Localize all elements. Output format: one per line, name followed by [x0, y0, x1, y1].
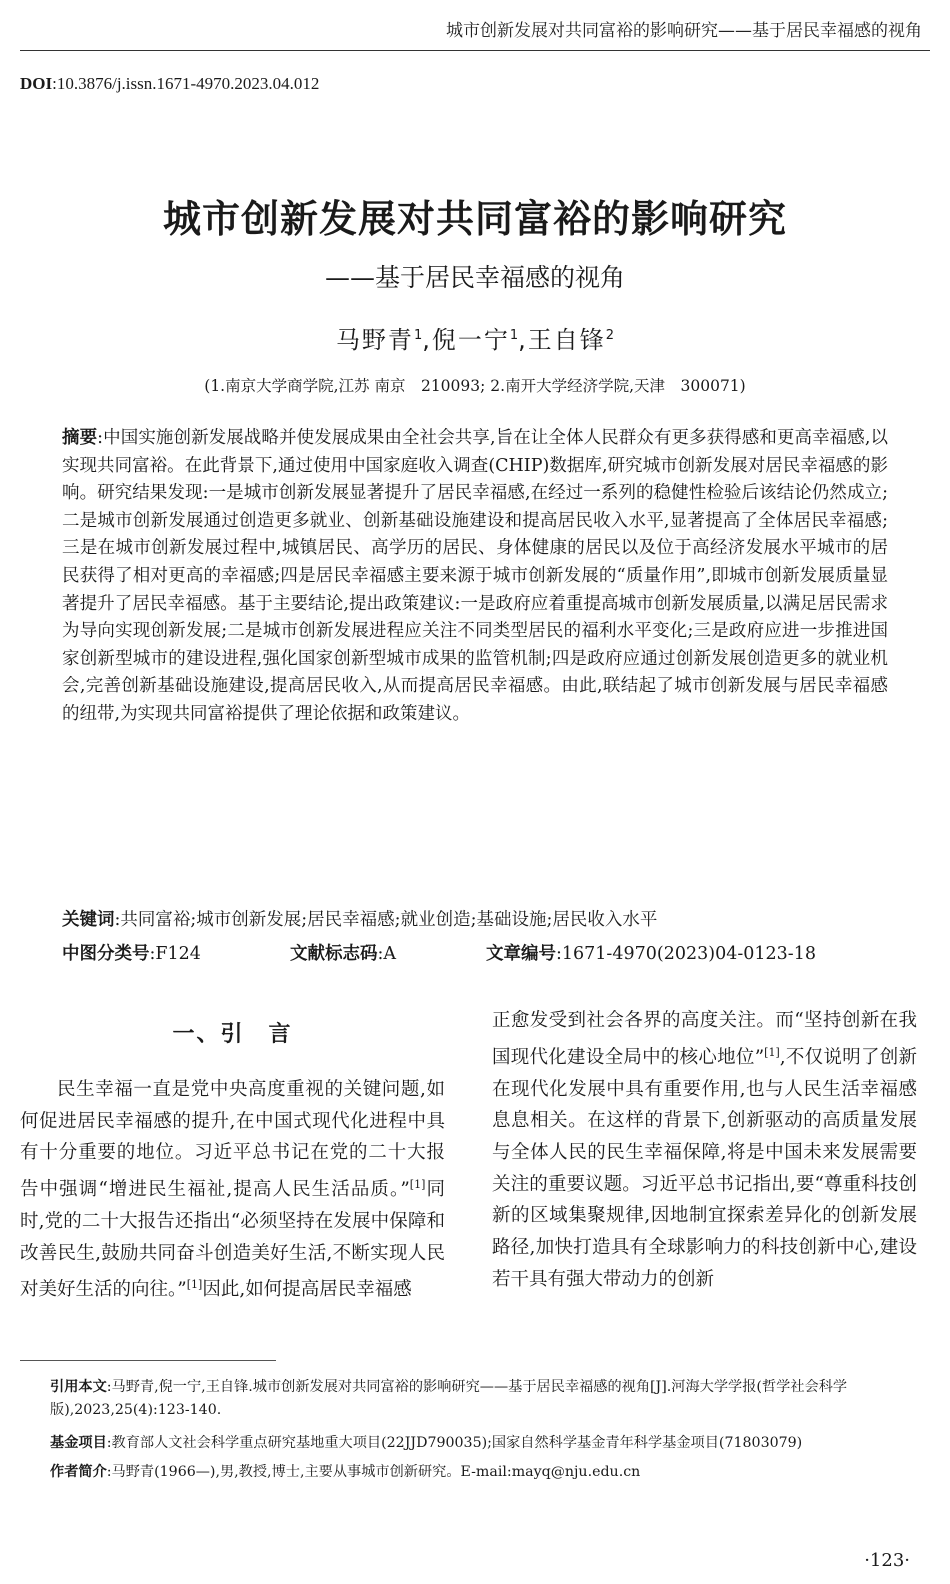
- footnote-citation: 引用本文:马野青,倪一宁,王自锋.城市创新发展对共同富裕的影响研究——基于居民幸福感的视角[J].河海大学学报(哲学社会科学版),2023,25(4):123-140.: [50, 1379, 848, 1418]
- abstract-label: 摘要: [62, 428, 98, 448]
- footnote-author-bio: 作者简介:马野青(1966—),男,教授,博士,主要从事城市创新研究。E-mail:mayq@nju.edu.cn: [50, 1464, 641, 1480]
- citation-ref[interactable]: [1]: [764, 1045, 780, 1059]
- author-affil-mark: 1: [509, 328, 519, 343]
- keywords-text: :共同富裕;城市创新发展;居民幸福感;就业创造;基础设施;居民收入水平: [114, 910, 658, 930]
- abstract-text: :中国实施创新发展战略并使发展成果由全社会共享,旨在让全体人民群众有更多获得感和更高幸福感,以实现共同富裕。在此背景下,通过使用中国家庭收入调查(CHIP)数据库,研究城市创新发展对居民幸福感的影响。研究结果发现:一是城市创新发展显著提升了居民幸福感,在经过一系列的稳健性检验后该结论仍然成立;二是城市创新发展通过创造更多就业、创新基础设施建设和提高居民收入水平,显著提高了全体居民幸福感;三是在城市创新发展过程中,城镇居民、高学历的居民、身体健康的居民以及位于高经济发展水平城市的居民获得了相对更高的幸福感;四是居民幸福感主要来源于城市创新发展的“质量作用”,即城市创新发展质量显著提升了居民幸福感。基于主要结论,提出政策建议:一是政府应着重提高城市创新发展质量,以满足居民需求为导向实现创新发展;二是城市创新发展进程应关注不同类型居民的福利水平变化;三是政府应进一步推进国家创新型城市的建设进程,强化国家创新型城市成果的监管机制;四是政府应通过创新发展创造更多的就业机会,完善创新基础设施建设,提高居民收入,从而提高居民幸福感。由此,联结起了城市创新发展与居民幸福感的纽带,为实现共同富裕提供了理论依据和政策建议。: [62, 428, 888, 724]
- author-list: [0, 320, 950, 355]
- author-name: 倪一宁: [431, 326, 510, 354]
- paper-subtitle: ——基于居民幸福感的视角: [324, 263, 625, 292]
- author-separator: ,: [422, 326, 432, 354]
- footnote-rule: [20, 1360, 276, 1361]
- author-affil-mark: 2: [605, 328, 615, 343]
- article-number: 文章编号:1671-4970(2023)04-0123-18: [486, 944, 816, 964]
- body-column-left: [20, 1074, 445, 1306]
- citation-ref[interactable]: [1]: [186, 1278, 203, 1292]
- running-head: 城市创新发展对共同富裕的影响研究——基于居民幸福感的视角: [446, 21, 922, 41]
- abstract: [62, 425, 888, 729]
- keywords: [62, 907, 888, 935]
- author-name: 马野青: [335, 326, 414, 354]
- citation-ref[interactable]: [1]: [409, 1178, 426, 1192]
- doi-line: [20, 74, 319, 94]
- body-paragraph: 民生幸福一直是党中央高度重视的关键问题,如何促进居民幸福感的提升,在中国式现代化进程中具有十分重要的地位。习近平总书记在党的二十大报告中强调“增进民生福祉,提高人民生活品质。”[1]同时,党的二十大报告还指出“必须坚持在发展中保障和改善民生,鼓励共同奋斗创造美好生活,不断实现人民对美好生活的向往。”[1]因此,如何提高居民幸福感: [20, 1079, 445, 1301]
- header-rule: [20, 50, 930, 51]
- affiliations: (1.南京大学商学院,江苏 南京 210093; 2.南开大学经济学院,天津 300071): [204, 377, 746, 395]
- document-code: 文献标志码:A: [290, 944, 397, 964]
- section-heading: 一、引 言: [172, 1022, 293, 1047]
- page-number: ·123·: [864, 1550, 910, 1571]
- doi-label: DOI: [20, 74, 53, 93]
- author-affil-mark: 1: [413, 328, 423, 343]
- body-paragraph: 正愈发受到社会各界的高度关注。而“坚持创新在我国现代化建设全局中的核心地位”[1],不仅说明了创新在现代化发展中具有重要作用,也与人民生活幸福感息息相关。在这样的背景下,创新驱动的高质量发展与全体人民的民生幸福保障,将是中国未来发展需要关注的重要议题。习近平总书记指出,要“尊重科技创新的区域集聚规律,因地制宜探索差异化的创新发展路径,加快打造具有全球影响力的科技创新中心,建设若干具有强大带动力的创新: [492, 1010, 917, 1290]
- paper-title: 城市创新发展对共同富裕的影响研究: [162, 196, 787, 241]
- author-separator: ,: [518, 326, 528, 354]
- keywords-label: 关键词: [62, 910, 115, 930]
- doi-value: :10.3876/j.issn.1671-4970.2023.04.012: [52, 74, 320, 93]
- footnote-funding: 基金项目:教育部人文社会科学重点研究基地重大项目(22JJD790035);国家自然科学基金青年科学基金项目(71803079): [50, 1435, 803, 1451]
- body-column-right: [492, 1005, 917, 1295]
- author-name: 王自锋: [527, 326, 606, 354]
- clc-number: 中图分类号:F124: [62, 944, 201, 964]
